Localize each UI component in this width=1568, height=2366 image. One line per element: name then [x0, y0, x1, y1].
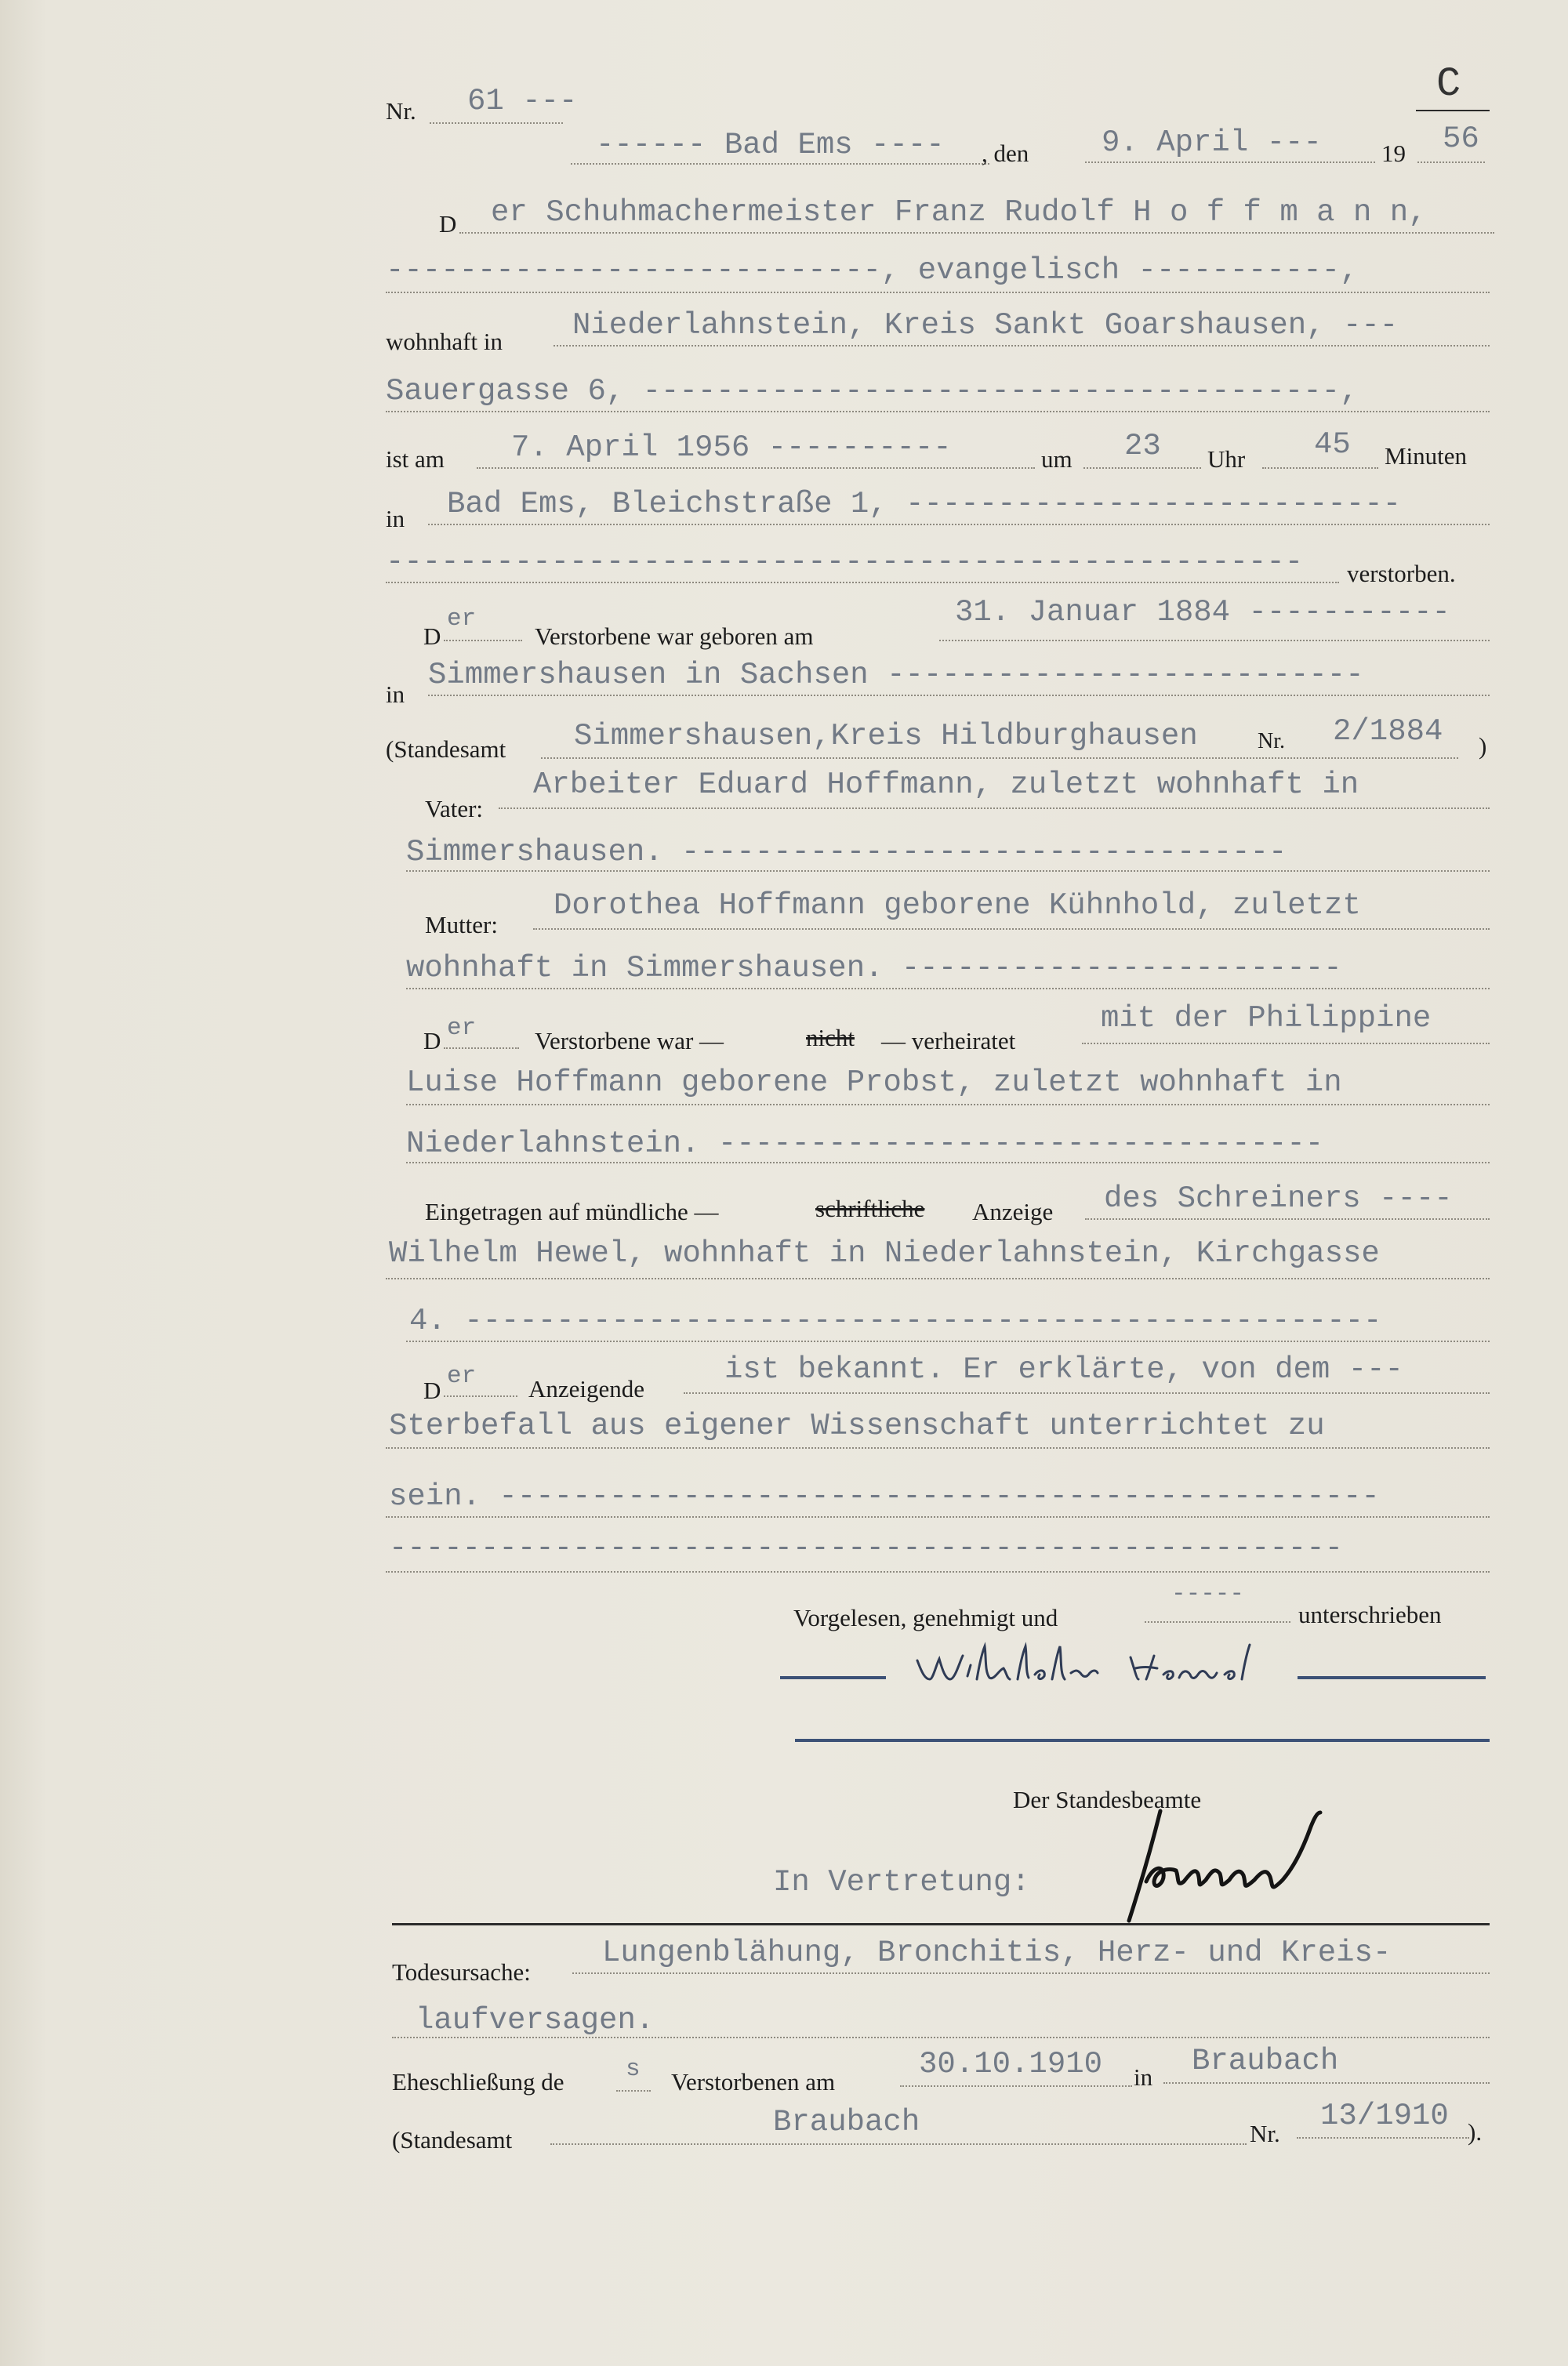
marriage-suffix-line — [616, 2090, 651, 2092]
statement-line-3: sein. ------------------------------------------------ — [389, 1479, 1380, 1514]
death-place-fill: -------------------------------------------------- — [386, 545, 1304, 579]
report-line-1: des Schreiners ---- — [1104, 1181, 1453, 1216]
declarant-prefix: D — [439, 210, 457, 238]
report-underline-2 — [386, 1278, 1490, 1279]
father-underline-2 — [406, 870, 1490, 872]
nicht-struck-label: nicht — [806, 1024, 855, 1051]
marriage-close: ). — [1468, 2118, 1483, 2146]
father-line-1: Arbeiter Eduard Hoffmann, zuletzt wohnhaft in — [533, 767, 1359, 802]
marriage-nr: 13/1910 — [1320, 2099, 1449, 2133]
marriage-date: 30.10.1910 — [919, 2047, 1103, 2081]
ist-am-label: ist am — [386, 445, 445, 473]
place-of-record: ------ Bad Ems ---- — [596, 128, 945, 162]
section-divider — [392, 1923, 1490, 1925]
birth-registry-nr-label: Nr. — [1258, 729, 1285, 753]
death-place: Bad Ems, Bleichstraße 1, --------------------------- — [447, 487, 1401, 521]
geboren-label: Verstorbene war geboren am — [535, 622, 814, 650]
death-place-fill-line — [386, 582, 1339, 583]
married-line-1: mit der Philippine — [1101, 1001, 1432, 1036]
record-date-line — [1085, 161, 1375, 163]
residence-line-1: Niederlahnstein, Kreis Sankt Goarshausen, --- — [572, 308, 1399, 343]
registrar-signature — [1098, 1795, 1380, 1932]
marriage-nr-label: Nr. — [1250, 2120, 1280, 2147]
married-prefix: D — [423, 1027, 441, 1054]
verstorbenen-am-label: Verstorbenen am — [671, 2068, 836, 2096]
married-underline-1 — [1082, 1043, 1490, 1044]
record-year: 56 — [1443, 122, 1479, 156]
standesamt-label: (Standesamt — [386, 735, 506, 763]
married-line-2: Luise Hoffmann geborene Probst, zuletzt wohnhaft in — [406, 1065, 1342, 1100]
married-underline-2 — [406, 1104, 1490, 1105]
marriage-place: Braubach — [1192, 2044, 1339, 2078]
mother-line-1: Dorothea Hoffmann geborene Kühnhold, zuletzt — [554, 888, 1361, 923]
verstorbene-war-label: Verstorbene war — — [535, 1027, 724, 1054]
cause-line-2: laufversagen. — [416, 2003, 655, 2038]
report-line-3: 4. -------------------------------------------------- — [409, 1304, 1382, 1338]
marriage-suffix: s — [626, 2056, 641, 2083]
married-gender-line — [444, 1047, 519, 1049]
marriage-date-line — [900, 2085, 1132, 2087]
report-underline-1 — [1085, 1218, 1490, 1220]
eingetragen-label: Eingetragen auf mündliche — — [425, 1198, 719, 1225]
cause-line-1: Lungenblähung, Bronchitis, Herz- und Kreis- — [602, 1936, 1392, 1970]
wohnhaft-label: wohnhaft in — [386, 328, 503, 355]
death-minute: 45 — [1314, 427, 1351, 462]
anzeige-label: Anzeige — [972, 1198, 1054, 1225]
mother-underline-1 — [533, 928, 1490, 930]
in-label: in — [386, 505, 405, 532]
birth-in-label: in — [386, 680, 405, 708]
uhr-label: Uhr — [1207, 445, 1246, 473]
mother-underline-2 — [406, 988, 1490, 989]
religion-line: ---------------------------, evangelisch -----------, — [386, 253, 1359, 288]
standesamt2-label: (Standesamt — [392, 2126, 513, 2154]
marriage-place-line — [1163, 2082, 1490, 2084]
statement-underline-2 — [386, 1447, 1490, 1449]
death-date-line — [477, 467, 1035, 469]
statement-line-4: ---------------------------------------------------- — [389, 1531, 1343, 1566]
birth-date: 31. Januar 1884 ----------- — [955, 595, 1450, 630]
death-place-line — [428, 524, 1490, 525]
minuten-label: Minuten — [1385, 442, 1468, 470]
um-label: um — [1041, 445, 1073, 473]
eheschliessung-label: Eheschließung de — [392, 2068, 564, 2096]
birth-place: Simmershausen in Sachsen -------------------------- — [428, 658, 1364, 692]
todesursache-label: Todesursache: — [392, 1958, 531, 1986]
nr-label: Nr. — [386, 97, 416, 125]
year-prefix: 19 — [1381, 140, 1406, 167]
marriage-in-label: in — [1134, 2063, 1153, 2091]
birth-place-line — [428, 695, 1490, 696]
statement-underline-3 — [386, 1516, 1490, 1518]
deceased-prefix: D — [423, 622, 441, 650]
vater-label: Vater: — [425, 795, 484, 822]
report-underline-3 — [406, 1341, 1490, 1342]
anzeigende-gender: er — [447, 1363, 477, 1390]
death-hour: 23 — [1124, 429, 1161, 463]
statement-line-1: ist bekannt. Er erklärte, von dem --- — [724, 1352, 1403, 1387]
father-underline-1 — [499, 807, 1490, 809]
entry-number: 61 --- — [467, 84, 578, 118]
father-line-2: Simmershausen. --------------------------------- — [406, 835, 1287, 869]
anzeigende-prefix: D — [423, 1377, 441, 1404]
married-line-3: Niederlahnstein. --------------------------------- — [406, 1127, 1324, 1161]
den-label: , den — [982, 140, 1029, 167]
report-line-2: Wilhelm Hewel, wohnhaft in Niederlahnstein, Kirchgasse — [389, 1236, 1380, 1271]
mother-line-2: wohnhaft in Simmershausen. ------------------------ — [406, 951, 1342, 985]
anzeigende-gender-line — [444, 1395, 517, 1397]
verheiratet-label: — verheiratet — [881, 1027, 1016, 1054]
birth-date-line — [939, 640, 1490, 641]
standesbeamte-label: Der Standesbeamte — [1013, 1786, 1202, 1813]
birth-registry-close: ) — [1479, 732, 1487, 760]
verstorben-label: verstorben. — [1347, 560, 1456, 587]
informant-signature-line — [795, 1739, 1490, 1742]
record-date: 9. April --- — [1102, 125, 1322, 160]
mutter-label: Mutter: — [425, 911, 498, 938]
informant-signature — [776, 1638, 1490, 1697]
in-vertretung: In Vertretung: — [773, 1865, 1030, 1900]
residence-underline-2 — [386, 411, 1490, 412]
marriage-registry-line — [550, 2143, 1247, 2145]
statement-line-2: Sterbefall aus eigener Wissenschaft unterrichtet zu — [389, 1409, 1325, 1443]
birth-registry-line — [541, 757, 1458, 759]
anzeigende-label: Anzeigende — [528, 1375, 645, 1403]
record-year-line — [1417, 161, 1485, 163]
unterschrieben-label: unterschrieben — [1298, 1601, 1442, 1628]
register-category-mark: C — [1436, 61, 1461, 107]
cause-underline-2 — [392, 2037, 1490, 2038]
death-date: 7. April 1956 ---------- — [511, 430, 952, 465]
married-gender: er — [447, 1014, 477, 1042]
marriage-nr-line — [1297, 2137, 1469, 2139]
birth-registry: Simmershausen,Kreis Hildburghausen — [574, 719, 1198, 753]
birth-registry-nr: 2/1884 — [1333, 714, 1443, 749]
religion-underline — [386, 292, 1490, 293]
schriftliche-struck-label: schriftliche — [815, 1195, 925, 1222]
vorgelesen-label: Vorgelesen, genehmigt und — [793, 1604, 1058, 1631]
deceased-gender-line — [444, 640, 522, 641]
declarant-line — [459, 232, 1494, 234]
vorgelesen-line — [1145, 1621, 1290, 1623]
statement-underline-1 — [684, 1392, 1490, 1394]
register-category-underline — [1416, 110, 1490, 111]
vorgelesen-fill: ----- — [1171, 1580, 1245, 1608]
cause-underline-1 — [572, 1972, 1490, 1974]
place-of-record-line — [571, 163, 989, 165]
residence-line-2: Sauergasse 6, --------------------------------------, — [386, 374, 1359, 408]
married-underline-3 — [406, 1162, 1490, 1163]
statement-underline-4 — [386, 1571, 1490, 1573]
residence-underline-1 — [554, 345, 1490, 347]
death-minute-line — [1262, 467, 1378, 469]
marriage-registry: Braubach — [773, 2105, 920, 2139]
death-hour-line — [1083, 467, 1201, 469]
deceased-gender: er — [447, 605, 477, 633]
declarant-name: er Schuhmachermeister Franz Rudolf H o f f m a n n, — [491, 195, 1427, 230]
entry-number-line — [430, 122, 563, 124]
